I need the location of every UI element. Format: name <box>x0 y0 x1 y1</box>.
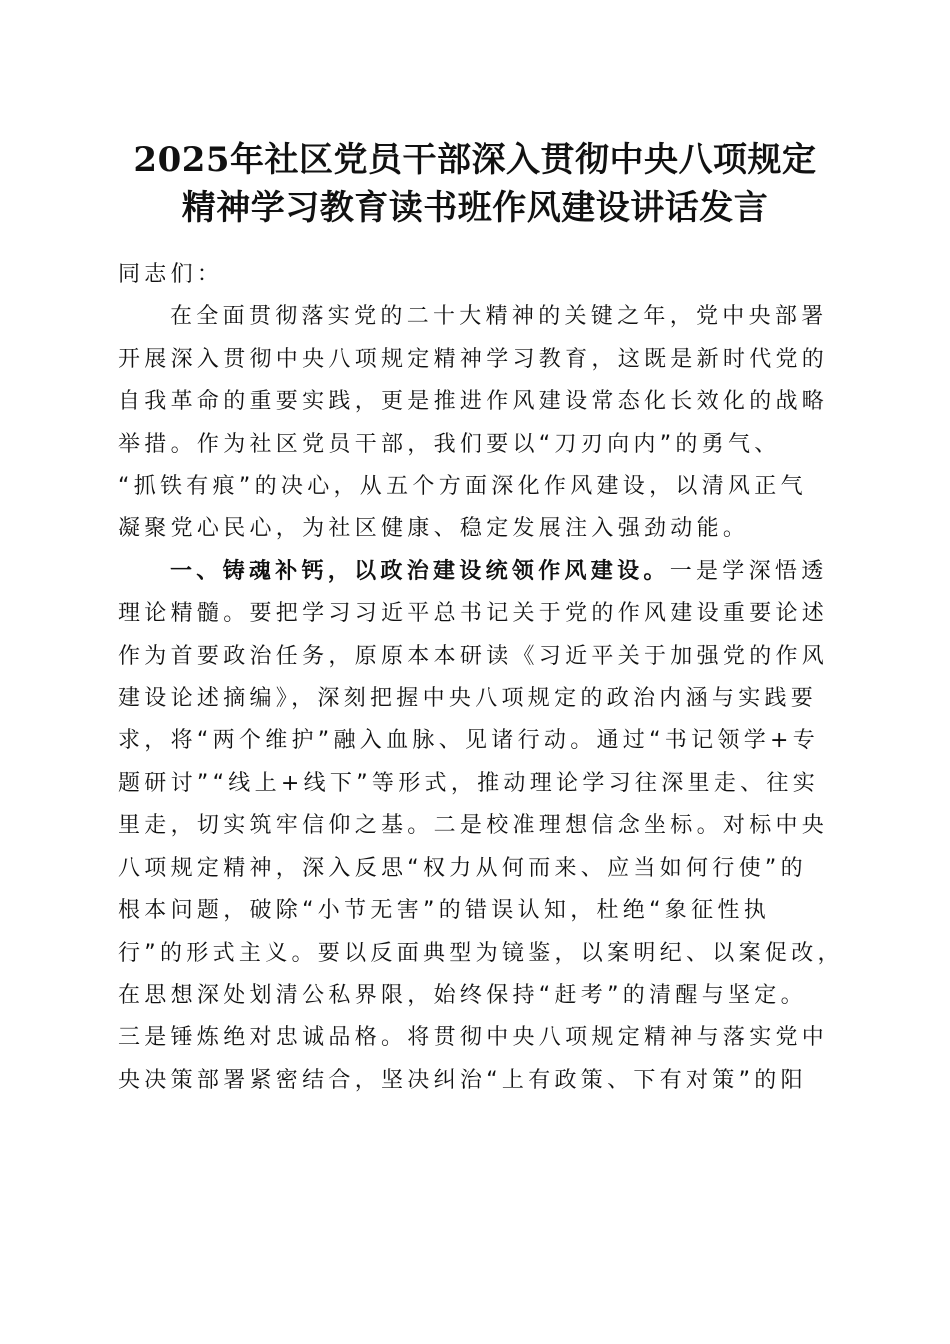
section-1-first-line-rest: 一是学深悟透 <box>669 558 828 584</box>
section-1-line: 在思想深处划清公私界限，始终保持“赶考”的清醒与坚定。 <box>118 982 807 1008</box>
section-1-line: 根本问题，破除“小节无害”的错误认知，杜绝“象征性执 <box>118 898 770 924</box>
section-1-line: 行”的形式主义。要以反面典型为镜鉴，以案明纪、以案促改， <box>118 940 844 966</box>
section-1-line: 求，将“两个维护”融入血脉、见诸行动。通过“书记领学+专 <box>118 728 820 754</box>
title-line-2: 精神学习教育读书班作风建设讲话发言 <box>181 188 769 228</box>
intro-line: 在全面贯彻落实党的二十大精神的关键之年，党中央部署 <box>170 304 828 330</box>
section-1-line: 三是锤炼绝对忠诚品格。将贯彻中央八项规定精神与落实党中 <box>118 1025 829 1051</box>
section-1-line: 里走，切实筑牢信仰之基。二是校准理想信念坐标。对标中央 <box>118 813 829 839</box>
intro-line: 开展深入贯彻中央八项规定精神学习教育，这既是新时代党的 <box>118 346 829 372</box>
salutation: 同志们： <box>118 262 224 287</box>
intro-line: 自我革命的重要实践，更是推进作风建设常态化长效化的战略 <box>118 389 829 415</box>
document-title <box>0 136 950 232</box>
section-1-line: 作为首要政治任务，原原本本研读《习近平关于加强党的作风 <box>118 643 829 669</box>
section-1-line: 央决策部署紧密结合，坚决纠治“上有政策、下有对策”的阳 <box>118 1067 807 1093</box>
intro-line: 举措。作为社区党员干部，我们要以“刀刃向内”的勇气、 <box>118 431 781 457</box>
intro-paragraph <box>118 296 836 550</box>
section-1-paragraph <box>118 551 844 1102</box>
section-1-heading: 一、铸魂补钙，以政治建设统领作风建设。 <box>170 558 670 584</box>
section-1-line: 八项规定精神，深入反思“权力从何而来、应当如何行使”的 <box>118 855 807 881</box>
document-body <box>118 254 844 1102</box>
section-1-line: 题研讨”“线上+线下”等形式，推动理论学习往深里走、往实 <box>118 770 820 796</box>
title-line-1: 2025年社区党员干部深入贯彻中央八项规定 <box>133 140 817 180</box>
section-1-line: 理论精髓。要把学习习近平总书记关于党的作风建设重要论述 <box>118 601 829 627</box>
intro-line: “抓铁有痕”的决心，从五个方面深化作风建设，以清风正气 <box>118 474 807 500</box>
section-1-first-line <box>118 551 836 593</box>
intro-line: 凝聚党心民心，为社区健康、稳定发展注入强劲动能。 <box>118 516 750 542</box>
section-1-line: 建设论述摘编》，深刻把握中央八项规定的政治内涵与实践要 <box>118 686 818 712</box>
